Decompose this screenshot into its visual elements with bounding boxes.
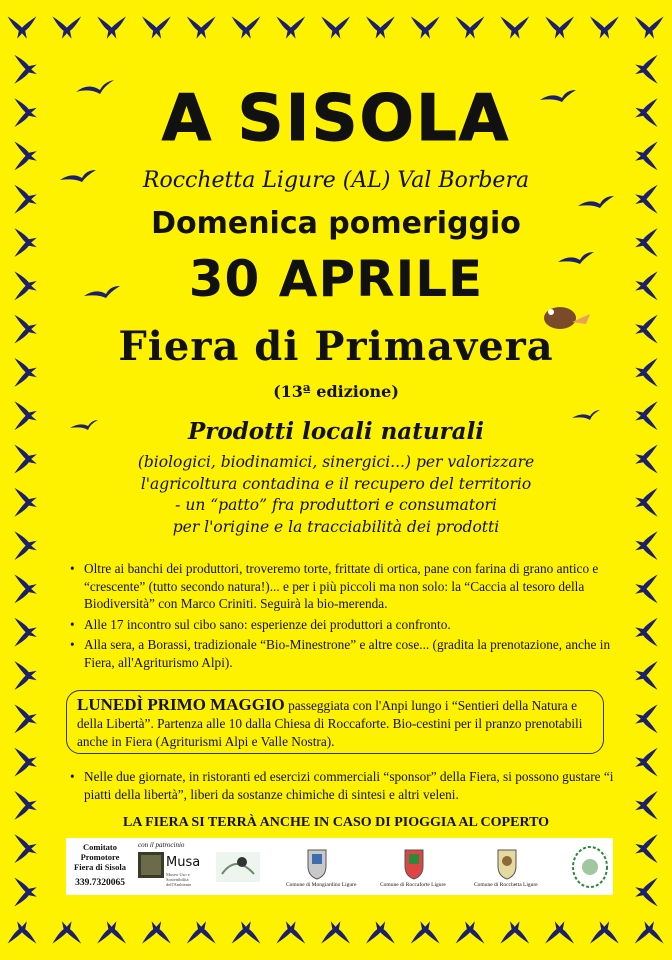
program-list [70, 560, 629, 675]
swallow-icon [635, 834, 657, 863]
mongiardino-crest-icon [306, 846, 328, 880]
swallow-icon [52, 16, 81, 38]
swallow-icon [590, 921, 619, 943]
products-heading: Prodotti locali naturali [187, 418, 485, 445]
swallow-icon [276, 921, 305, 943]
comune-rocchetta: Comune di Rocchetta Ligure [474, 882, 538, 888]
committee-label: Comitato Promotore Fiera di Sisola [74, 842, 126, 872]
comune-roccaforte: Comune di Roccaforte Ligure [380, 882, 446, 888]
swallow-icon [635, 661, 657, 690]
swallow-icon [590, 16, 619, 38]
description [0, 452, 672, 538]
swallow-icon [456, 921, 485, 943]
rocchetta-crest-icon [496, 846, 518, 880]
program-item: • Alle 17 incontro sul cibo sano: esperienze dei produttori a confronto. [84, 616, 629, 634]
swallow-icon [635, 921, 664, 943]
edition-label: (13ª edizione) [273, 382, 399, 401]
musa-subtitle: Museo Uso e Sostenibilità dell'Ambiente [166, 872, 192, 887]
musa-label: Musa [166, 855, 201, 870]
may-first-box [66, 690, 604, 754]
swallow-icon [456, 16, 485, 38]
event-date: 30 APRILE [188, 250, 484, 308]
description-line: (biologici, biodinamici, sinergici...) per valorizzare [137, 453, 535, 471]
swallow-icon [187, 921, 216, 943]
swallow-icon [635, 55, 657, 84]
program-item: • Alla sera, a Borassi, tradizionale “Bio-Minestrone” e altre cose... (gradita la prenotazione, anche in Fiera, all'Agriturismo Alpi). [84, 636, 629, 671]
swallow-icon [635, 575, 657, 604]
sponsor-footer [66, 838, 613, 895]
swallow-icon [52, 921, 81, 943]
swallow-icon [366, 16, 395, 38]
program-item: • Nelle due giornate, in ristoranti ed esercizi commerciali “sponsor” della Fiera, si possono gustare “i piatti della libertà”, liberi da sostanze chimiche di sintesi e altri veleni. [84, 768, 629, 803]
swallow-icon [500, 16, 529, 38]
swallow-icon [142, 921, 171, 943]
swallow-icon [411, 921, 440, 943]
event-title: A SISOLA [161, 82, 511, 156]
swallow-icon [635, 704, 657, 733]
swallow-icon [14, 748, 36, 777]
description-line: l'agricoltura contadina e il recupero del territorio [140, 474, 532, 493]
swallow-icon [8, 16, 37, 38]
swallow-icon [14, 55, 36, 84]
event-day: Domenica pomeriggio [151, 206, 521, 241]
swallow-icon [545, 16, 574, 38]
swallow-icon [411, 16, 440, 38]
event-location: Rocchetta Ligure (AL) Val Borbera [142, 168, 530, 193]
patronage-label: con il patrocinio [138, 841, 185, 849]
swallow-icon [635, 16, 664, 38]
swallow-icon [187, 16, 216, 38]
rain-note: LA FIERA SI TERRÀ ANCHE IN CASO DI PIOGGIA AL COPERTO [122, 815, 550, 830]
program-item: • Oltre ai banchi dei produttori, troveremo torte, frittate di ortica, pane con farina di grano antico e “crescente” (tutto secondo natura!)... e per i più piccoli ma non solo: la “Caccia al tesoro della Biodiversità” con Marco Criniti. Seguirà la bio-merenda. [84, 560, 629, 613]
swallow-icon [14, 575, 36, 604]
swallow-icon [276, 16, 305, 38]
description-line: - un “patto” fra produttori e consumatori [175, 496, 497, 514]
swallow-icon [97, 16, 126, 38]
swallow-icon [366, 921, 395, 943]
phone-number: 339.7320065 [75, 878, 125, 888]
swallow-icon [14, 834, 36, 863]
description-line: per l'origine e la tracciabilità dei prodotti [172, 517, 500, 536]
swallow-icon [635, 618, 657, 647]
swallow-icon [14, 661, 36, 690]
swallow-icon [635, 878, 657, 907]
musa-logo-icon [138, 852, 164, 878]
swallow-icon [8, 921, 37, 943]
swallow-icon [500, 921, 529, 943]
program-list-2 [70, 768, 629, 803]
swallow-icon [142, 16, 171, 38]
fair-name: Fiera di Primavera [118, 323, 554, 370]
biodiversity-stamp-icon [571, 844, 609, 890]
swallow-icon [321, 921, 350, 943]
swallow-icon [232, 921, 261, 943]
roccaforte-crest-icon [403, 846, 425, 880]
swallow-icon [14, 618, 36, 647]
may-first-text: passeggiata con l'Anpi lungo i “Sentieri della Natura e della Libertà”. Partenza alle 10 dalla Chiesa di Roccaforte. Bio-cestini per il pranzo prenotabili anche in Fiera (Agriturismi Alpi e Valle Nostra). [77, 698, 583, 749]
swallow-icon [321, 16, 350, 38]
swallow-icon [14, 704, 36, 733]
association-logo-icon [216, 852, 260, 882]
swallow-icon [97, 921, 126, 943]
swallow-icon [14, 878, 36, 907]
swallow-icon [545, 921, 574, 943]
comune-mongiardino: Comune di Mongiardino Ligure [286, 882, 357, 888]
may-first-heading: LUNEDÌ PRIMO MAGGIO [77, 695, 285, 714]
swallow-icon [635, 748, 657, 777]
swallow-icon [232, 16, 261, 38]
